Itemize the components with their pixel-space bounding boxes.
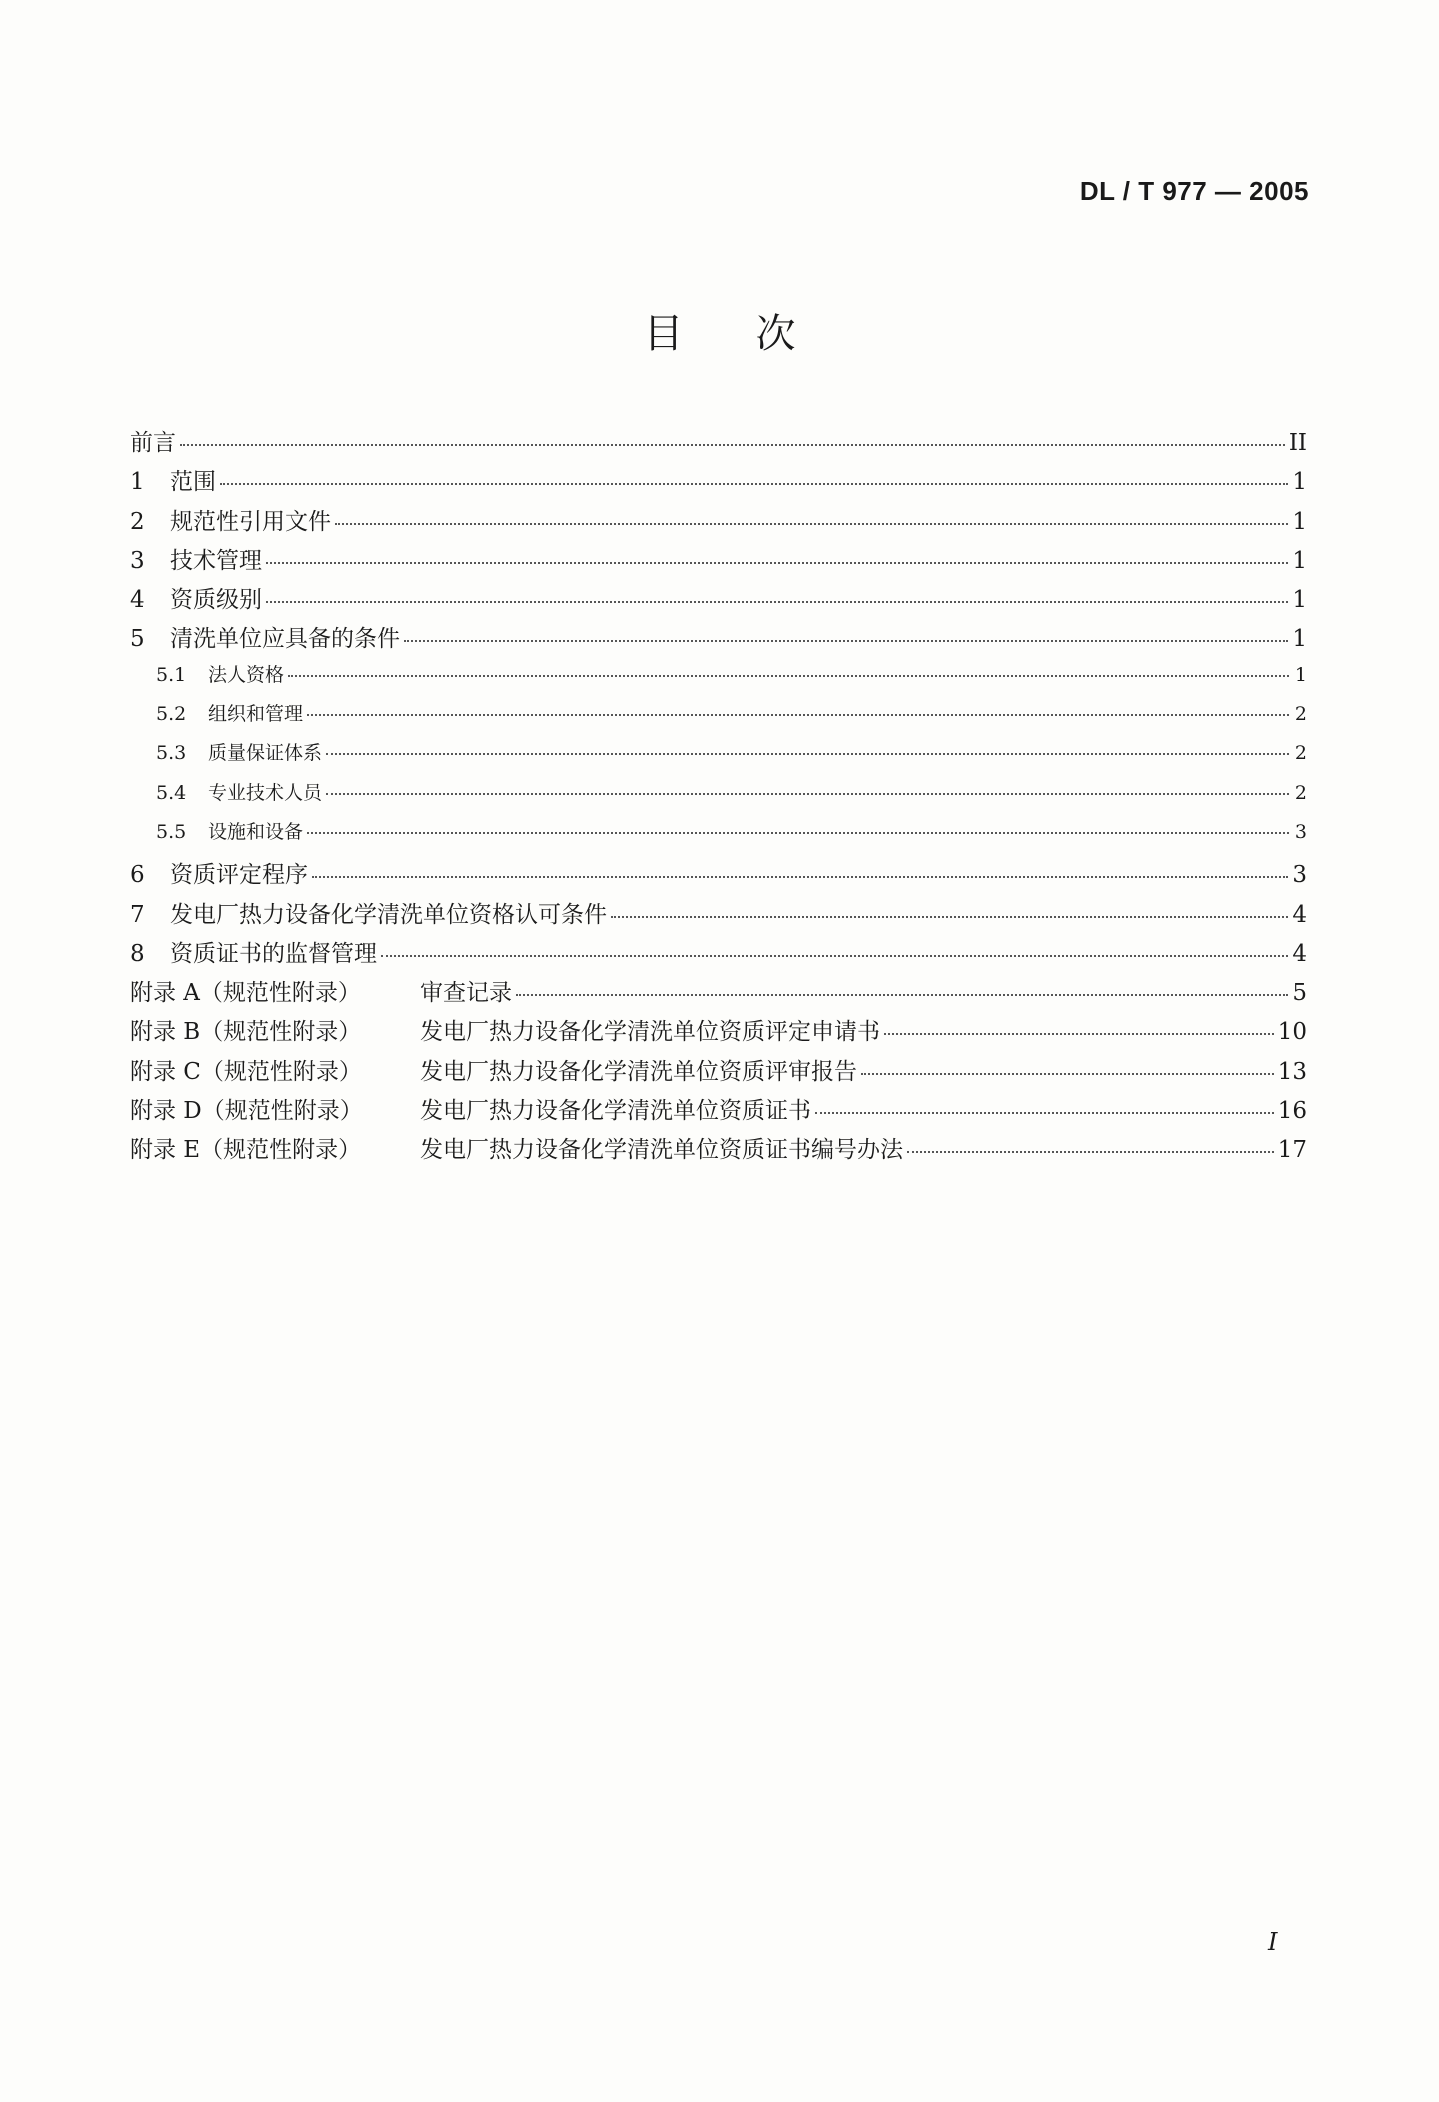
- toc-entry-page: 10: [1277, 1019, 1307, 1046]
- toc-entry[interactable]: [130, 463, 1307, 502]
- dot-leader: [266, 601, 1288, 603]
- toc-entry[interactable]: [130, 1131, 1307, 1170]
- toc-entry[interactable]: [130, 699, 1307, 738]
- toc-entry-title: 专业技术人员: [208, 781, 323, 804]
- toc-appendix-label: 附录 A（规范性附录）: [130, 980, 361, 1007]
- toc-entry-page: 2: [1294, 703, 1307, 726]
- dot-leader: [220, 483, 1288, 485]
- toc-entry[interactable]: [130, 542, 1307, 581]
- toc-entry-page: 1: [1292, 626, 1307, 653]
- toc-entry-title: 范围: [170, 469, 216, 496]
- toc-entry-number: 4: [130, 587, 145, 614]
- dot-leader: [611, 916, 1288, 918]
- toc-entry-title: 前言: [130, 430, 176, 456]
- toc-entry[interactable]: [130, 503, 1307, 542]
- toc-entry-page: 3: [1294, 820, 1307, 843]
- dot-leader: [861, 1073, 1274, 1075]
- toc-entry[interactable]: [130, 817, 1307, 856]
- page-number: I: [1268, 1928, 1278, 1956]
- toc-entry-page: 1: [1292, 587, 1307, 614]
- toc-entry-title: 发电厂热力设备化学清洗单位资质评定申请书: [420, 1019, 880, 1046]
- toc-entry-title: 法人资格: [208, 663, 285, 686]
- toc-entry-page: 1: [1292, 508, 1307, 535]
- toc-entry-title: 发电厂热力设备化学清洗单位资质证书编号办法: [420, 1137, 903, 1164]
- dot-leader: [335, 523, 1288, 525]
- dot-leader: [884, 1033, 1274, 1035]
- dot-leader: [312, 876, 1288, 878]
- toc-entry-title: 质量保证体系: [208, 742, 323, 765]
- dot-leader: [326, 753, 1289, 755]
- toc-entry-number: 5.3: [156, 742, 187, 765]
- toc-entry-page: 4: [1292, 940, 1307, 967]
- toc-entry[interactable]: [130, 856, 1307, 895]
- toc-entry-number: 5.4: [156, 781, 187, 804]
- toc-entry-title: 发电厂热力设备化学清洗单位资格认可条件: [170, 901, 607, 928]
- dot-leader: [516, 994, 1288, 996]
- toc-entry-page: 2: [1294, 742, 1307, 765]
- toc-appendix-label: 附录 D（规范性附录）: [130, 1098, 363, 1125]
- toc-entry-number: 2: [130, 508, 145, 535]
- toc-entry[interactable]: [130, 1013, 1307, 1052]
- toc-entry-page: 1: [1292, 469, 1307, 496]
- toc-entry-title: 清洗单位应具备的条件: [170, 626, 400, 653]
- table-of-contents: [130, 424, 1307, 1171]
- toc-entry-title: 设施和设备: [208, 820, 304, 843]
- toc-appendix-label: 附录 B（规范性附录）: [130, 1019, 362, 1046]
- toc-entry-page: 4: [1292, 901, 1307, 928]
- dot-leader: [381, 955, 1288, 957]
- toc-entry-page: 13: [1277, 1058, 1307, 1085]
- toc-entry-page: 1: [1292, 547, 1307, 574]
- toc-entry-page: 2: [1294, 781, 1307, 804]
- toc-entry[interactable]: [130, 974, 1307, 1013]
- dot-leader: [288, 675, 1289, 677]
- toc-entry-page: 5: [1292, 980, 1307, 1007]
- toc-entry-number: 5.2: [156, 703, 187, 726]
- toc-entry[interactable]: [130, 935, 1307, 974]
- toc-entry[interactable]: [130, 1053, 1307, 1092]
- toc-entry-number: 5: [130, 626, 145, 653]
- toc-entry-title: 发电厂热力设备化学清洗单位资质证书: [420, 1098, 811, 1125]
- toc-entry-title: 资质评定程序: [170, 862, 308, 889]
- toc-entry-number: 3: [130, 547, 145, 574]
- toc-entry[interactable]: [130, 660, 1307, 699]
- toc-entry-title: 规范性引用文件: [170, 508, 331, 535]
- toc-entry-page: 16: [1277, 1098, 1307, 1125]
- toc-entry-title: 发电厂热力设备化学清洗单位资质评审报告: [420, 1058, 857, 1085]
- toc-entry-title: 资质证书的监督管理: [170, 940, 377, 967]
- dot-leader: [307, 714, 1289, 716]
- toc-entry-page: 17: [1277, 1137, 1307, 1164]
- toc-entry[interactable]: [130, 778, 1307, 817]
- dot-leader: [307, 832, 1289, 834]
- toc-entry-number: 5.5: [156, 820, 187, 843]
- toc-entry[interactable]: [130, 738, 1307, 777]
- dot-leader: [180, 444, 1285, 446]
- dot-leader: [907, 1151, 1274, 1153]
- toc-entry[interactable]: [130, 424, 1307, 463]
- standard-number: DL / T 977 — 2005: [1079, 176, 1309, 206]
- toc-entry-page: II: [1288, 430, 1307, 456]
- toc-entry[interactable]: [130, 620, 1307, 659]
- toc-appendix-label: 附录 E（规范性附录）: [130, 1137, 362, 1164]
- toc-entry-page: 1: [1294, 663, 1307, 686]
- toc-entry-title: 组织和管理: [208, 703, 304, 726]
- toc-entry[interactable]: [130, 1092, 1307, 1131]
- toc-entry-title: 审查记录: [420, 980, 512, 1007]
- toc-entry-title: 资质级别: [170, 587, 262, 614]
- toc-entry-number: 8: [130, 940, 145, 967]
- dot-leader: [815, 1112, 1274, 1114]
- toc-entry-title: 技术管理: [170, 547, 262, 574]
- toc-entry[interactable]: [130, 581, 1307, 620]
- toc-entry-number: 7: [130, 901, 145, 928]
- toc-entry-page: 3: [1292, 862, 1307, 889]
- toc-entry-number: 5.1: [156, 663, 187, 686]
- toc-entry-number: 1: [130, 469, 145, 496]
- page-title: 目次: [643, 311, 868, 357]
- dot-leader: [404, 640, 1288, 642]
- toc-entry[interactable]: [130, 896, 1307, 935]
- dot-leader: [266, 562, 1288, 564]
- toc-entry-number: 6: [130, 862, 145, 889]
- dot-leader: [326, 793, 1289, 795]
- toc-appendix-label: 附录 C（规范性附录）: [130, 1058, 362, 1085]
